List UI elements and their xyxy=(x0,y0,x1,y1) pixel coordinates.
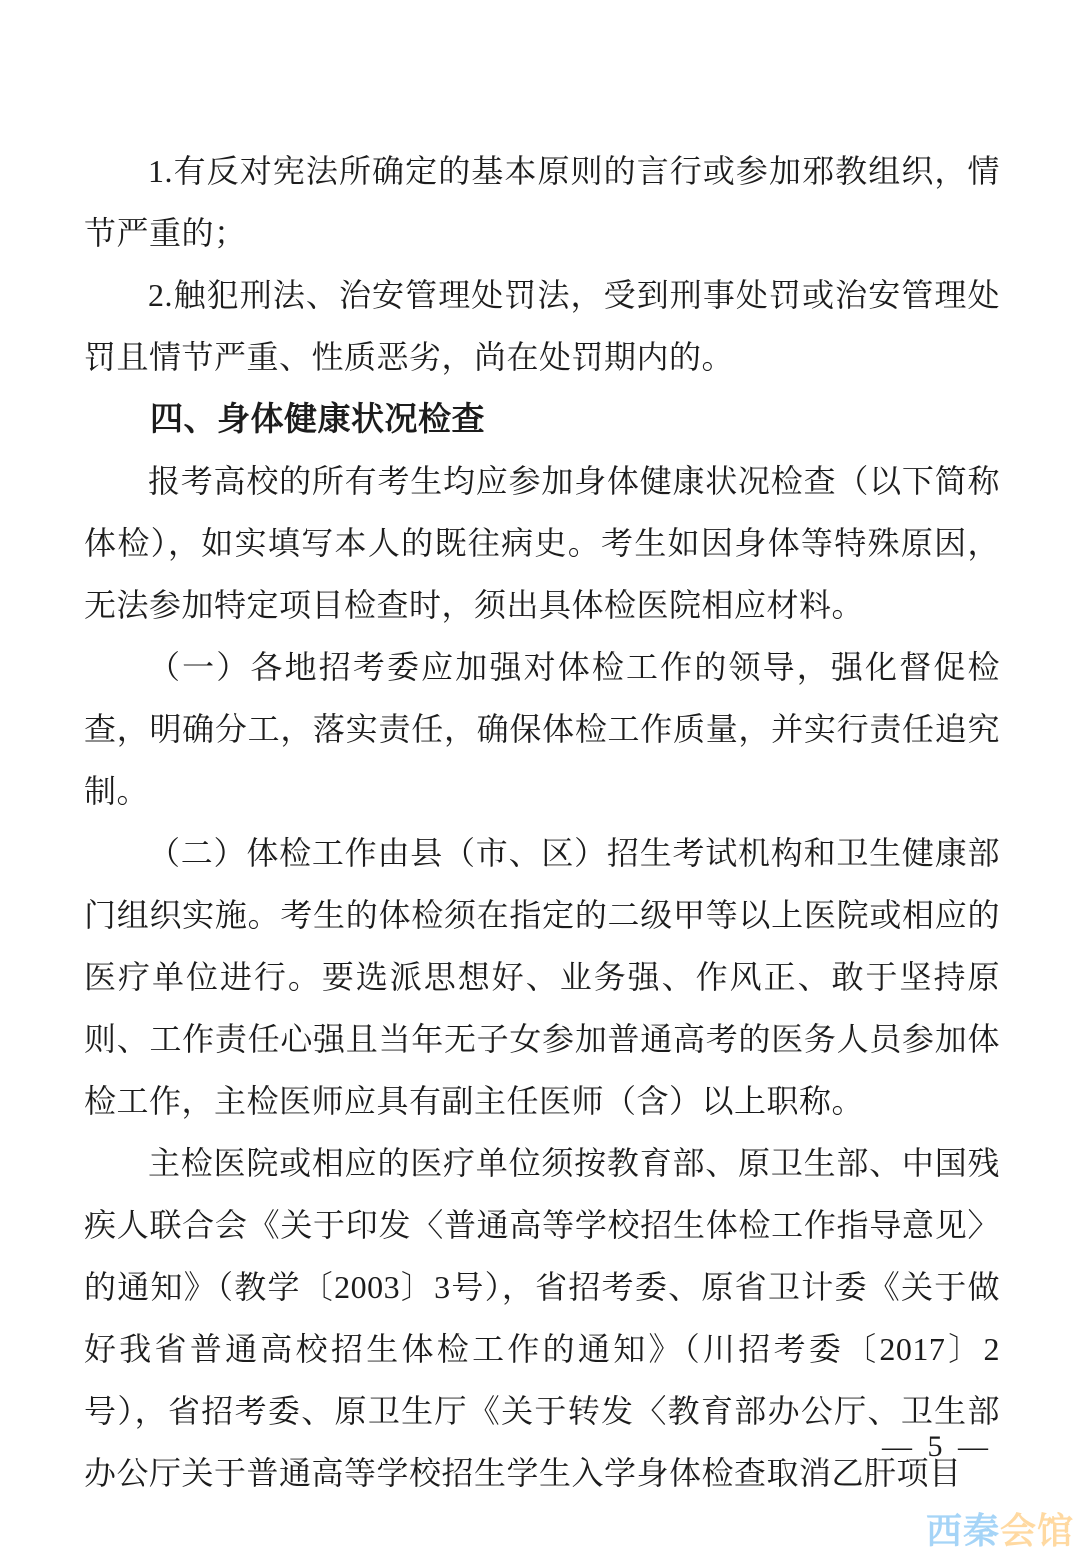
watermark-text-orange: 会馆 xyxy=(999,1510,1074,1551)
page-number: — 5 — xyxy=(882,1430,992,1463)
section-heading: 四、身体健康状况检查 xyxy=(150,400,485,437)
watermark-text-blue: 西秦 xyxy=(925,1510,1000,1551)
paragraph: 报考高校的所有考生均应参加身体健康状况检查（以下简称体检），如实填写本人的既往病史。考生如因身体等特殊原因，无法参加特定项目检查时，须出具体检医院相应材料。 xyxy=(84,463,1000,623)
paragraph: 1.有反对宪法所确定的基本原则的言行或参加邪教组织，情节严重的； xyxy=(84,153,1000,251)
watermark xyxy=(926,1503,1074,1554)
document-body xyxy=(84,140,1000,1504)
paragraph: （二）体检工作由县（市、区）招生考试机构和卫生健康部门组织实施。考生的体检须在指定的二级甲等以上医院或相应的医疗单位进行。要选派思想好、业务强、作风正、敢于坚持原则、工作责任心强且当年无子女参加普通高考的医务人员参加体检工作，主检医师应具有副主任医师（含）以上职称。 xyxy=(84,835,1000,1119)
paragraph: （一）各地招考委应加强对体检工作的领导，强化督促检查，明确分工，落实责任，确保体检工作质量，并实行责任追究制。 xyxy=(84,649,1000,809)
paragraph: 2.触犯刑法、治安管理处罚法，受到刑事处罚或治安管理处罚且情节严重、性质恶劣，尚在处罚期内的。 xyxy=(84,277,1000,375)
paragraph: 主检医院或相应的医疗单位须按教育部、原卫生部、中国残疾人联合会《关于印发〈普通高等学校招生体检工作指导意见〉的通知》（教学〔2003〕3号），省招考委、原省卫计委《关于做好我省普通高校招生体检工作的通知》（川招考委〔2017〕2号），省招考委、原卫生厅《关于转发〈教育部办公厅、卫生部办公厅关于普通高等学校招生学生入学身体检查取消乙肝项目 xyxy=(84,1145,1000,1491)
